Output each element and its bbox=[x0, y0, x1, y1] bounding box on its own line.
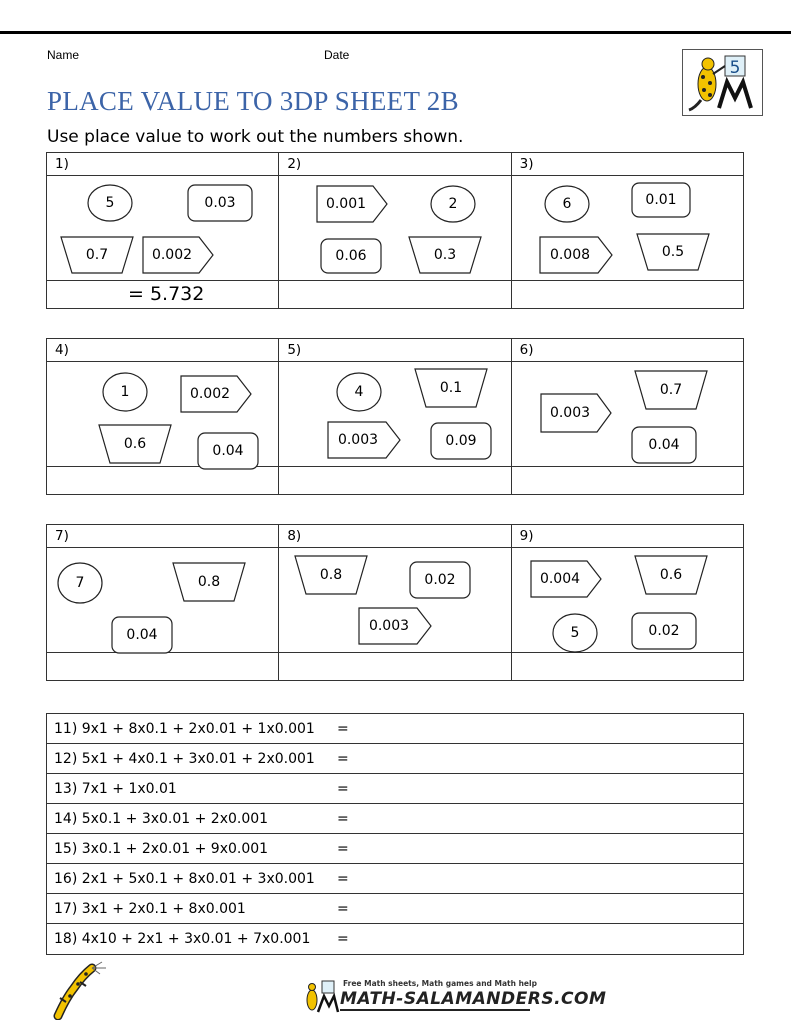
logo-grade: 5 bbox=[729, 58, 741, 78]
circle-shape bbox=[552, 613, 598, 653]
question-text: 14) 5x0.1 + 3x0.01 + 2x0.001 bbox=[54, 811, 269, 827]
problem-number: 6) bbox=[519, 342, 534, 358]
answer-box[interactable] bbox=[512, 467, 743, 494]
trapezoid-shape bbox=[636, 233, 710, 271]
problem-grid bbox=[46, 338, 744, 495]
trapezoid-shape bbox=[60, 236, 134, 274]
arrow-shape bbox=[539, 236, 613, 274]
question-row[interactable] bbox=[47, 924, 743, 954]
shape-value: 0.6 bbox=[659, 567, 683, 583]
answer-box[interactable] bbox=[47, 281, 279, 308]
answer-box[interactable] bbox=[47, 467, 279, 494]
problem-grid bbox=[46, 524, 744, 681]
answer-box[interactable] bbox=[279, 653, 511, 680]
instructions: Use place value to work out the numbers shown. bbox=[47, 127, 464, 147]
question-row[interactable] bbox=[47, 864, 743, 894]
shape-value: 4 bbox=[354, 384, 364, 400]
answer-box[interactable] bbox=[512, 653, 743, 680]
problem-number: 4) bbox=[47, 339, 279, 361]
circle-shape bbox=[87, 184, 133, 222]
shape-value: 6 bbox=[562, 196, 572, 212]
trapezoid-shape bbox=[172, 562, 246, 602]
logo bbox=[682, 49, 763, 116]
shape-value: 0.02 bbox=[648, 623, 680, 639]
shape-value: 0.002 bbox=[151, 247, 193, 263]
questions-table bbox=[46, 713, 744, 955]
question-text: 12) 5x1 + 4x0.1 + 3x0.01 + 2x0.001 bbox=[54, 751, 315, 767]
shape-value: 0.004 bbox=[539, 571, 581, 587]
problem-number: 3) bbox=[519, 156, 534, 172]
shape-value: 0.09 bbox=[445, 433, 477, 449]
footer-logo-icon bbox=[300, 978, 340, 1014]
shape-value: 0.6 bbox=[123, 436, 147, 452]
equals-sign: = bbox=[337, 811, 349, 827]
shape-value: 1 bbox=[120, 384, 130, 400]
answer-text: = 5.732 bbox=[128, 283, 205, 305]
problem-number: 9) bbox=[519, 528, 534, 544]
shape-value: 0.01 bbox=[645, 192, 677, 208]
arrow-shape bbox=[180, 375, 252, 413]
shape-value: 0.3 bbox=[433, 247, 457, 263]
shape-value: 0.1 bbox=[439, 380, 463, 396]
date-label: Date bbox=[324, 48, 350, 62]
question-row[interactable] bbox=[47, 774, 743, 804]
question-row[interactable] bbox=[47, 714, 743, 744]
question-text: 16) 2x1 + 5x0.1 + 8x0.01 + 3x0.001 bbox=[54, 871, 315, 887]
arrow-shape bbox=[530, 560, 602, 598]
shape-value: 0.8 bbox=[197, 574, 221, 590]
footer-site-name: MATH-SALAMANDERS.COM bbox=[340, 989, 607, 1009]
trapezoid-shape bbox=[634, 555, 708, 595]
shape-value: 0.003 bbox=[337, 432, 379, 448]
question-text: 18) 4x10 + 2x1 + 3x0.01 + 7x0.001 bbox=[54, 931, 311, 947]
page-title: PLACE VALUE TO 3DP SHEET 2B bbox=[47, 86, 459, 116]
question-text: 17) 3x1 + 2x0.1 + 8x0.001 bbox=[54, 901, 246, 917]
circle-shape bbox=[430, 185, 476, 223]
equals-sign: = bbox=[337, 751, 349, 767]
answer-box[interactable] bbox=[279, 281, 511, 308]
problem-number: 8) bbox=[279, 525, 511, 547]
rounded-shape bbox=[187, 184, 253, 222]
circle-shape bbox=[57, 562, 103, 604]
trapezoid-shape bbox=[634, 370, 708, 410]
circle-shape bbox=[544, 185, 590, 223]
problem-number: 5) bbox=[279, 339, 511, 361]
shape-value: 0.003 bbox=[368, 618, 410, 634]
arrow-shape bbox=[327, 421, 401, 459]
rounded-shape bbox=[631, 182, 691, 218]
shape-value: 5 bbox=[105, 195, 115, 211]
question-row[interactable] bbox=[47, 804, 743, 834]
shape-value: 0.02 bbox=[424, 572, 456, 588]
equals-sign: = bbox=[337, 871, 349, 887]
shape-value: 0.002 bbox=[189, 386, 231, 402]
shape-value: 0.7 bbox=[659, 382, 683, 398]
shape-value: 0.8 bbox=[319, 567, 343, 583]
rounded-shape bbox=[197, 432, 259, 470]
equals-sign: = bbox=[337, 781, 349, 797]
arrow-shape bbox=[358, 607, 432, 645]
equals-sign: = bbox=[337, 931, 349, 947]
shape-value: 0.001 bbox=[325, 196, 367, 212]
shape-value: 0.003 bbox=[549, 405, 591, 421]
rounded-shape bbox=[631, 612, 697, 650]
equals-sign: = bbox=[337, 841, 349, 857]
answer-box[interactable] bbox=[512, 281, 743, 308]
equals-sign: = bbox=[337, 721, 349, 737]
arrow-shape bbox=[142, 236, 214, 274]
shape-value: 2 bbox=[448, 196, 458, 212]
rounded-shape bbox=[430, 422, 492, 460]
salamander-footer-icon bbox=[46, 958, 116, 1024]
problem-grid bbox=[46, 152, 744, 309]
problem-number: 7) bbox=[47, 525, 279, 547]
footer-brand bbox=[300, 978, 607, 1014]
problem-number: 2) bbox=[279, 153, 511, 175]
rounded-shape bbox=[631, 426, 697, 464]
name-label: Name bbox=[47, 48, 80, 62]
arrow-shape bbox=[540, 393, 612, 433]
shape-value: 5 bbox=[570, 625, 580, 641]
shape-value: 0.04 bbox=[212, 443, 244, 459]
question-text: 11) 9x1 + 8x0.1 + 2x0.01 + 1x0.001 bbox=[54, 721, 315, 737]
trapezoid-shape bbox=[414, 368, 488, 408]
question-row[interactable] bbox=[47, 744, 743, 774]
question-row[interactable] bbox=[47, 834, 743, 864]
shape-value: 0.03 bbox=[204, 195, 236, 211]
shape-value: 0.06 bbox=[335, 248, 367, 264]
rounded-shape bbox=[409, 561, 471, 599]
salamander-logo-icon bbox=[683, 50, 762, 115]
rounded-shape bbox=[111, 616, 173, 654]
shape-value: 0.7 bbox=[85, 247, 109, 263]
trapezoid-shape bbox=[408, 236, 482, 274]
problem-number: 1) bbox=[47, 153, 279, 175]
rounded-shape bbox=[320, 238, 382, 274]
shape-value: 0.5 bbox=[661, 244, 685, 260]
footer-underline bbox=[340, 1009, 530, 1011]
circle-shape bbox=[336, 372, 382, 412]
shape-value: 0.04 bbox=[126, 627, 158, 643]
shape-value: 7 bbox=[75, 575, 85, 591]
top-rule bbox=[0, 31, 791, 34]
question-row[interactable] bbox=[47, 894, 743, 924]
answer-box[interactable] bbox=[279, 467, 511, 494]
trapezoid-shape bbox=[294, 555, 368, 595]
trapezoid-shape bbox=[98, 424, 172, 464]
question-text: 15) 3x0.1 + 2x0.01 + 9x0.001 bbox=[54, 841, 269, 857]
question-text: 13) 7x1 + 1x0.01 bbox=[54, 781, 177, 797]
circle-shape bbox=[102, 372, 148, 412]
footer-tagline: Free Math sheets, Math games and Math help bbox=[343, 979, 537, 988]
answer-box[interactable] bbox=[47, 653, 279, 680]
shape-value: 0.008 bbox=[549, 247, 591, 263]
shape-value: 0.04 bbox=[648, 437, 680, 453]
arrow-shape bbox=[316, 185, 388, 223]
equals-sign: = bbox=[337, 901, 349, 917]
